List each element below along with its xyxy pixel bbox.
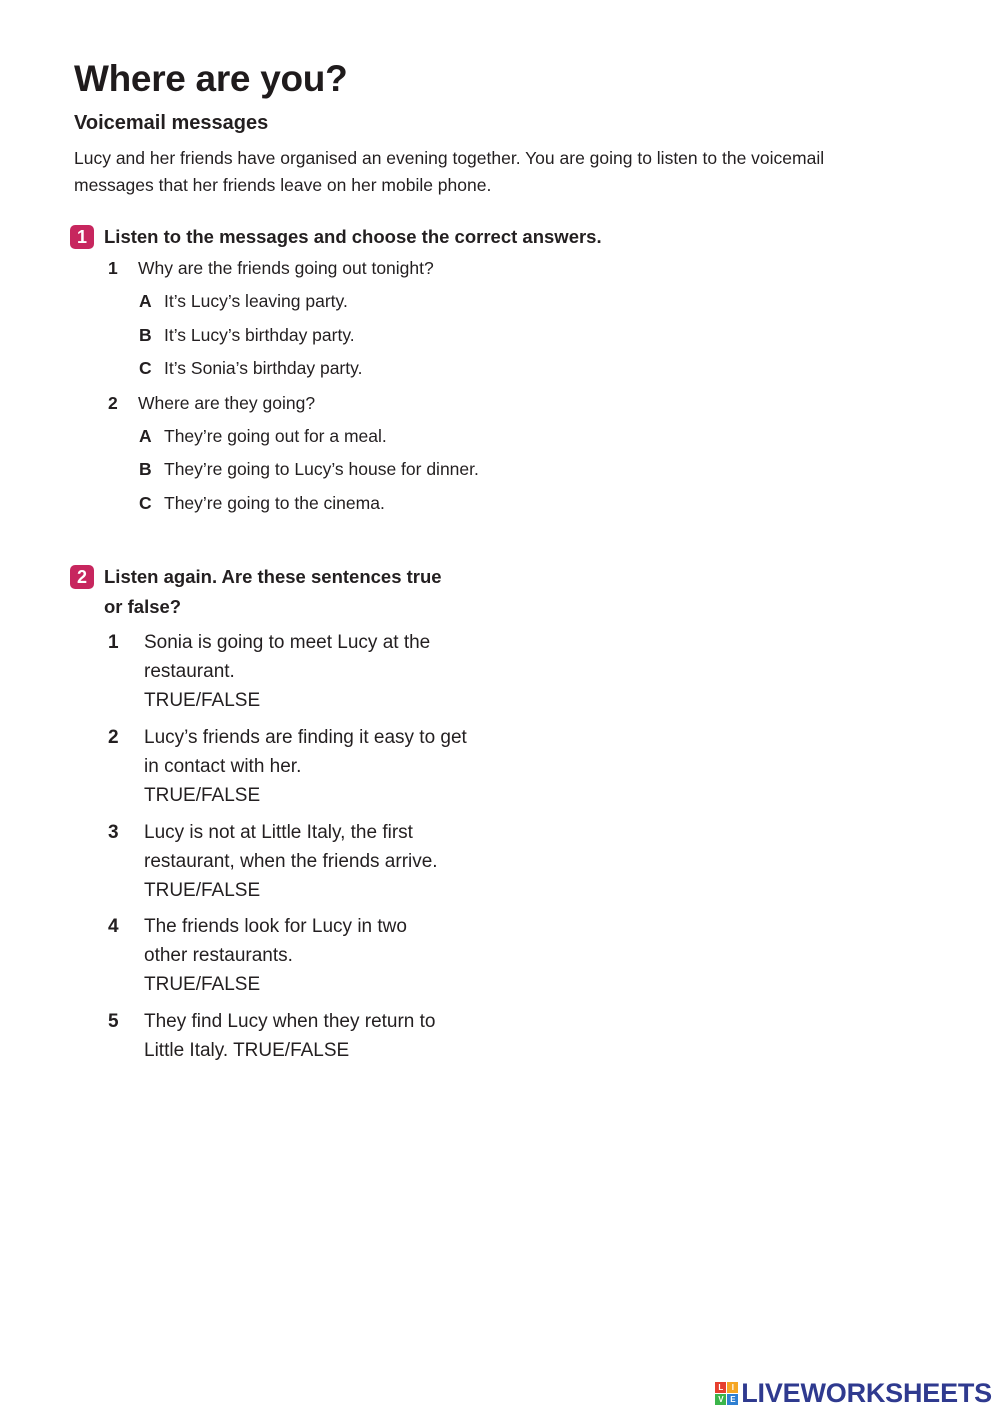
option-letter: A <box>139 291 152 311</box>
exercise-2-instruction: Listen again. Are these sentences true or false? <box>104 566 442 617</box>
tf-item-1 <box>108 628 488 715</box>
page-subtitle: Voicemail messages <box>74 112 269 134</box>
question-1 <box>108 255 434 282</box>
option-text: They’re going out for a meal. <box>164 426 387 446</box>
tf-item-3 <box>108 818 488 905</box>
option-letter: C <box>139 493 152 513</box>
exercise-2-heading <box>70 562 470 622</box>
option-2b[interactable] <box>139 456 479 483</box>
option-letter: C <box>139 358 152 378</box>
question-text: Where are they going? <box>138 393 316 413</box>
item-number: 2 <box>108 727 119 748</box>
exercise-1-heading <box>70 222 602 252</box>
intro-paragraph: Lucy and her friends have organised an evening together. You are going to listen to the voicemail messages that her friends leave on her mobile phone. <box>74 148 825 195</box>
item-number: 3 <box>108 822 119 843</box>
true-false-choice[interactable]: TRUE/FALSE <box>144 785 261 806</box>
logo-tile: L <box>715 1382 726 1393</box>
option-text: It’s Lucy’s leaving party. <box>164 291 348 311</box>
liveworksheets-logo-icon <box>715 1382 738 1405</box>
option-1b[interactable] <box>139 322 355 349</box>
item-number: 1 <box>108 632 119 653</box>
question-2 <box>108 390 315 417</box>
logo-tile: V <box>715 1394 726 1405</box>
item-text: Sonia is going to meet Lucy at the restaurant. <box>144 632 431 682</box>
page-title: Where are you? <box>74 58 348 99</box>
option-2c[interactable] <box>139 490 385 517</box>
option-text: They’re going to the cinema. <box>164 493 385 513</box>
option-text: They’re going to Lucy’s house for dinner. <box>164 459 479 479</box>
brand-name: LIVEWORKSHEETS <box>741 1378 992 1408</box>
exercise-2-badge: 2 <box>70 565 94 589</box>
logo-tile: I <box>727 1382 738 1393</box>
question-number: 1 <box>108 258 118 278</box>
exercise-1-badge: 1 <box>70 225 94 249</box>
tf-item-5 <box>108 1007 488 1065</box>
question-number: 2 <box>108 393 118 413</box>
option-2a[interactable] <box>139 423 387 450</box>
item-text: Lucy’s friends are finding it easy to get in contact with her. <box>144 727 467 777</box>
item-number: 4 <box>108 916 119 937</box>
tf-item-2 <box>108 723 488 810</box>
option-letter: A <box>139 426 152 446</box>
exercise-1-instruction: Listen to the messages and choose the correct answers. <box>104 226 602 247</box>
item-number: 5 <box>108 1011 119 1032</box>
logo-tile: E <box>727 1394 738 1405</box>
true-false-choice[interactable]: TRUE/FALSE <box>144 690 261 711</box>
item-text: Lucy is not at Little Italy, the first restaurant, when the friends arrive. <box>144 822 438 872</box>
question-text: Why are the friends going out tonight? <box>138 258 434 278</box>
option-text: It’s Sonia’s birthday party. <box>164 358 363 378</box>
true-false-choice[interactable]: TRUE/FALSE <box>233 1040 350 1061</box>
option-1a[interactable] <box>139 288 348 315</box>
option-1c[interactable] <box>139 355 362 382</box>
true-false-choice[interactable]: TRUE/FALSE <box>144 880 261 901</box>
item-text: The friends look for Lucy in two other restaurants. <box>144 916 407 966</box>
option-text: It’s Lucy’s birthday party. <box>164 325 355 345</box>
tf-item-4 <box>108 912 488 999</box>
liveworksheets-brand <box>715 1378 992 1409</box>
true-false-choice[interactable]: TRUE/FALSE <box>144 974 261 995</box>
item-text: They find Lucy when they return to Little Italy. <box>144 1011 436 1061</box>
option-letter: B <box>139 459 152 479</box>
option-letter: B <box>139 325 152 345</box>
